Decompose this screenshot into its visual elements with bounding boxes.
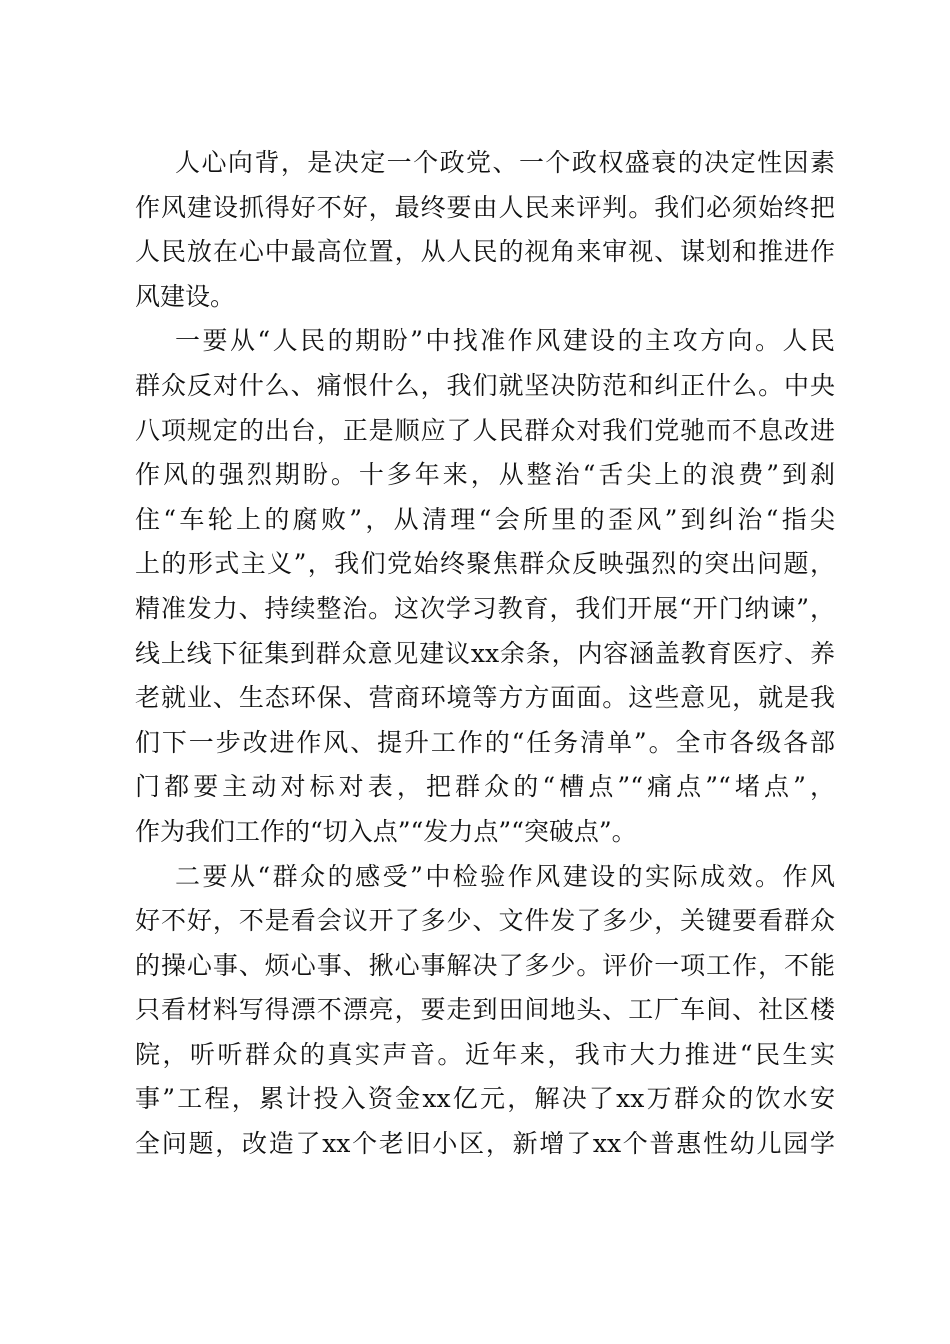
paragraph-2-line-3: 八项规定的出台，正是顺应了人民群众对我们党驰而不息改进 — [135, 415, 835, 445]
paragraph-2-line-12: 作为我们工作的“切入点”“发力点”“突破点”。 — [135, 816, 637, 846]
paragraph-3-line-4: 只看材料写得漂不漂亮，要走到田间地头、工厂车间、社区楼 — [135, 995, 835, 1025]
paragraph-2-line-10: 们下一步改进作风、提升工作的“任务清单”。全市各级各部 — [135, 727, 835, 757]
paragraph-3-line-5: 院，听听群众的真实声音。近年来，我市大力推进“民生实 — [135, 1039, 835, 1069]
paragraph-1-line-4: 风建设。 — [135, 281, 236, 311]
paragraph-1-line-3: 人民放在心中最高位置，从人民的视角来审视、谋划和推进作 — [135, 237, 835, 267]
paragraph-2-line-11: 门都要主动对标对表，把群众的“槽点”“痛点”“堵点”， — [135, 772, 835, 802]
paragraph-2-line-7: 精准发力、持续整治。这次学习教育，我们开展“开门纳谏”， — [135, 593, 835, 623]
paragraph-3-line-2: 好不好，不是看会议开了多少、文件发了多少，关键要看群众 — [135, 906, 835, 936]
paragraph-3-line-1: 二要从“群众的感受”中检验作风建设的实际成效。作风 — [175, 861, 835, 891]
paragraph-2-line-8: 线上线下征集到群众意见建议xx余条，内容涵盖教育医疗、养 — [135, 638, 835, 668]
paragraph-3-line-7: 全问题，改造了xx个老旧小区，新增了xx个普惠性幼儿园学 — [135, 1129, 835, 1159]
body-text — [135, 141, 835, 1167]
paragraph-3-line-6: 事”工程，累计投入资金xx亿元，解决了xx万群众的饮水安 — [135, 1084, 835, 1114]
paragraph-2-line-6: 上的形式主义”，我们党始终聚焦群众反映强烈的突出问题， — [135, 549, 835, 579]
paragraph-2-line-1: 一要从“人民的期盼”中找准作风建设的主攻方向。人民 — [175, 326, 835, 356]
paragraph-2-line-5: 住“车轮上的腐败”，从清理“会所里的歪风”到纠治“指尖 — [135, 504, 835, 534]
paragraph-1-line-1: 人心向背，是决定一个政党、一个政权盛衰的决定性因素 — [175, 148, 835, 177]
paragraph-1-line-2: 作风建设抓得好不好，最终要由人民来评判。我们必须始终把 — [135, 192, 835, 222]
paragraph-3-line-3: 的操心事、烦心事、揪心事解决了多少。评价一项工作，不能 — [135, 950, 835, 980]
paragraph-2-line-9: 老就业、生态环保、营商环境等方方面面。这些意见，就是我 — [135, 683, 835, 713]
paragraph-2-line-2: 群众反对什么、痛恨什么，我们就坚决防范和纠正什么。中央 — [135, 370, 835, 400]
paragraph-2-line-4: 作风的强烈期盼。十多年来，从整治“舌尖上的浪费”到刹 — [135, 460, 835, 490]
